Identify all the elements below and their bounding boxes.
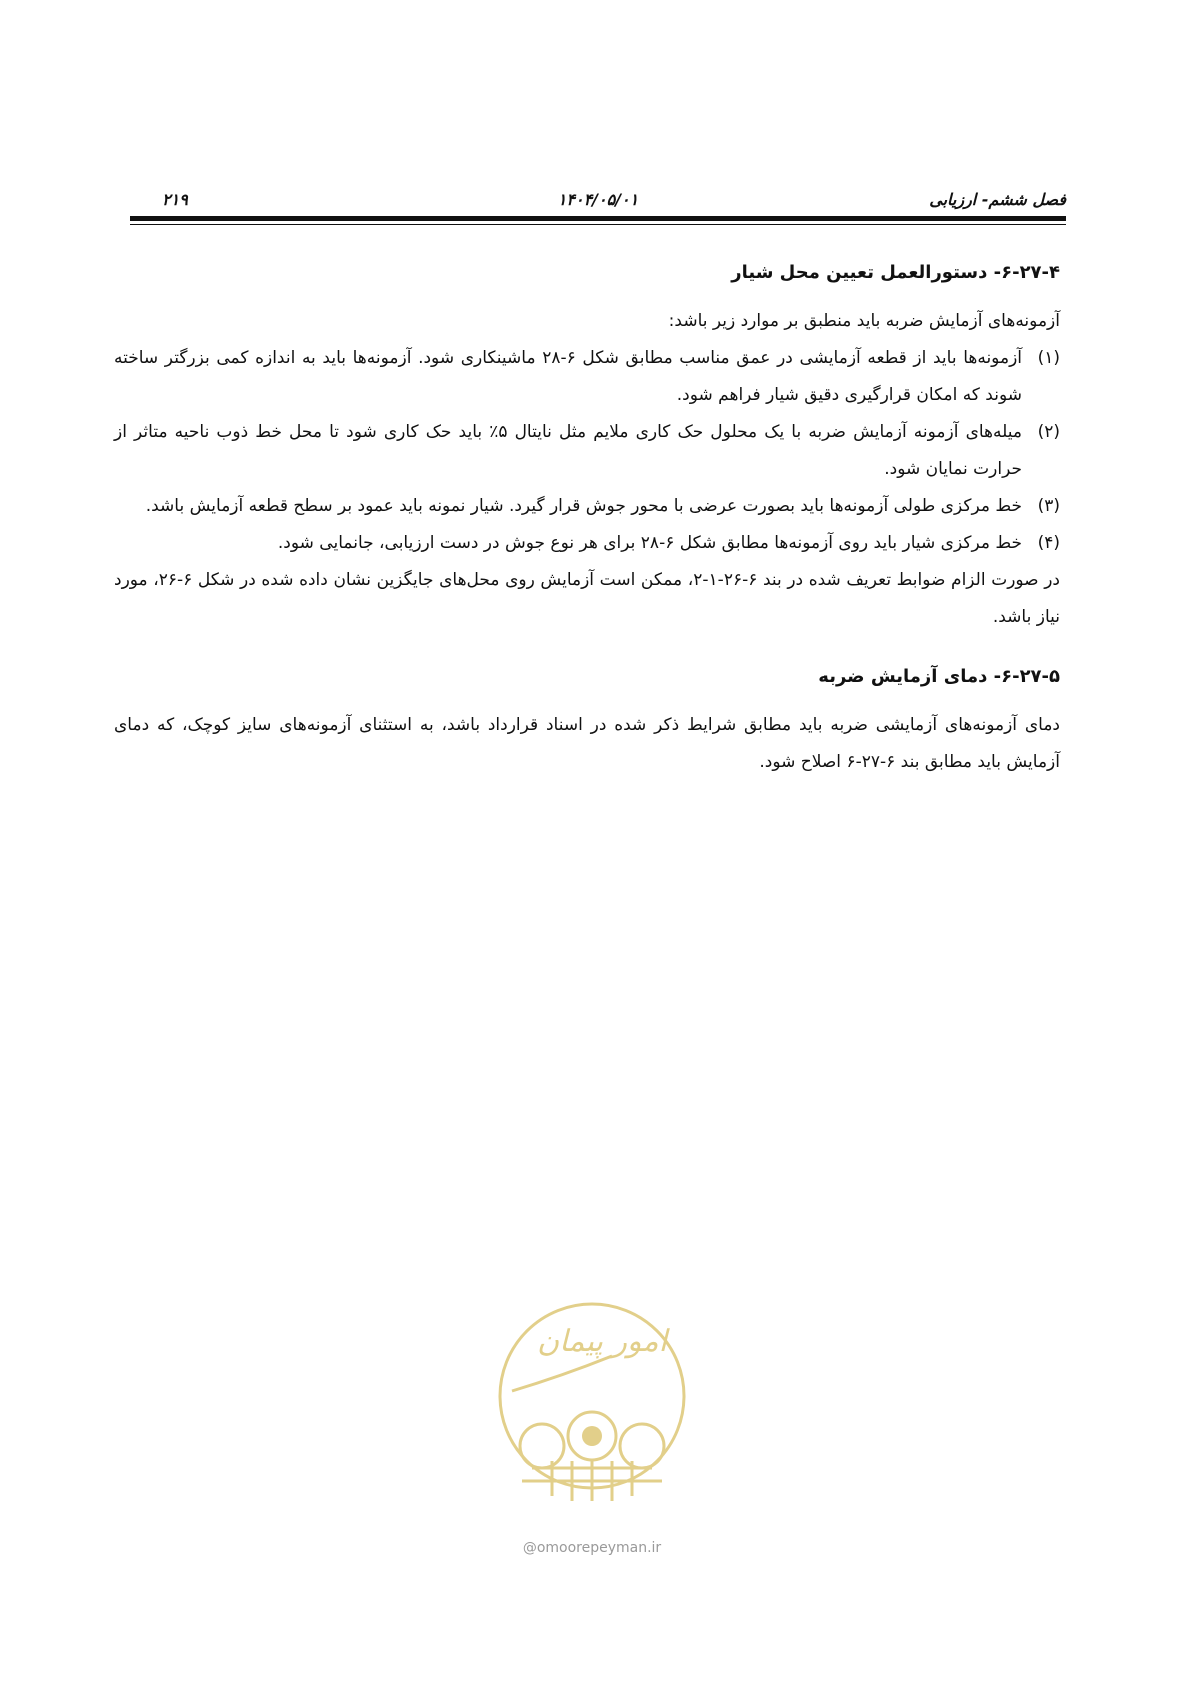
watermark-logo <box>492 1296 692 1516</box>
list-item-text: خط مرکزی شیار باید روی آزمونه‌ها مطابق شکل ۶-۲۸ برای هر نوع جوش در دست ارزیابی، جانمایی شود. <box>277 533 1022 553</box>
section-intro: آزمونه‌های آزمایش ضربه باید منطبق بر موارد زیر باشد: <box>668 311 1060 331</box>
page-content <box>114 250 1060 781</box>
list-item-text: آزمونه‌ها باید از قطعه آزمایشی در عمق مناسب مطابق شکل ۶-۲۸ ماشینکاری شود. آزمونه‌ها باید به اندازه کمی بزرگتر ساخته شوند که امکان قرارگیری دقیق شیار فراهم شود. <box>114 348 1023 405</box>
list-item-number: (۴) <box>1037 533 1060 553</box>
section-closing-paragraph: در صورت الزام ضوابط تعریف شده در بند ۶-۲۶-۱-۲، ممکن است آزمایش روی محل‌های جایگزین نشان داده شده در شکل ۶-۲۶، مورد نیاز باشد. <box>114 570 1061 627</box>
section2-paragraph: دمای آزمونه‌های آزمایشی ضربه باید مطابق شرایط ذکر شده در اسناد قرارداد باشد، به استثنای آزمونه‌های سایز کوچک، که دمای آزمایش باید مطابق بند ۶-۲۷-۶ اصلاح شود. <box>114 715 1060 772</box>
list-item <box>114 488 1060 525</box>
header-rule-thick <box>130 216 1066 221</box>
list-item <box>114 525 1060 562</box>
list-item <box>114 340 1060 414</box>
header-rule-thin <box>130 224 1066 225</box>
list-item-text: میله‌های آزمونه آزمایش ضربه با یک محلول حک کاری ملایم مثل نایتال ۵٪ باید حک کاری شود تا محل خط ذوب ناحیه متاثر از حرارت نمایان شود. <box>114 422 1022 479</box>
header-date: ۱۴۰۴/۰۵/۰۱ <box>557 190 639 209</box>
watermark-logo-text: امور پیمان <box>537 1324 667 1359</box>
list-item-text: خط مرکزی طولی آزمونه‌ها باید بصورت عرضی با محور جوش قرار گیرد. شیار نمونه باید عمود بر سطح قطعه آزمایش باشد. <box>145 496 1022 516</box>
watermark-site: @omoorepeyman.ir <box>522 1540 662 1556</box>
page-header <box>130 186 1066 216</box>
list-item-number: (۳) <box>1037 496 1060 516</box>
section-heading-test-temperature: ۶-۲۷-۵- دمای آزمایش ضربه <box>818 666 1060 687</box>
list-item-number: (۱) <box>1037 348 1060 368</box>
page-number: ۲۱۹ <box>162 190 188 209</box>
chapter-title: فصل ششم- ارزیابی <box>929 190 1066 209</box>
section-heading-notch-location: ۶-۲۷-۴- دستورالعمل تعیین محل شیار <box>731 262 1060 283</box>
list-item-number: (۲) <box>1037 422 1060 442</box>
list-item <box>114 414 1060 488</box>
